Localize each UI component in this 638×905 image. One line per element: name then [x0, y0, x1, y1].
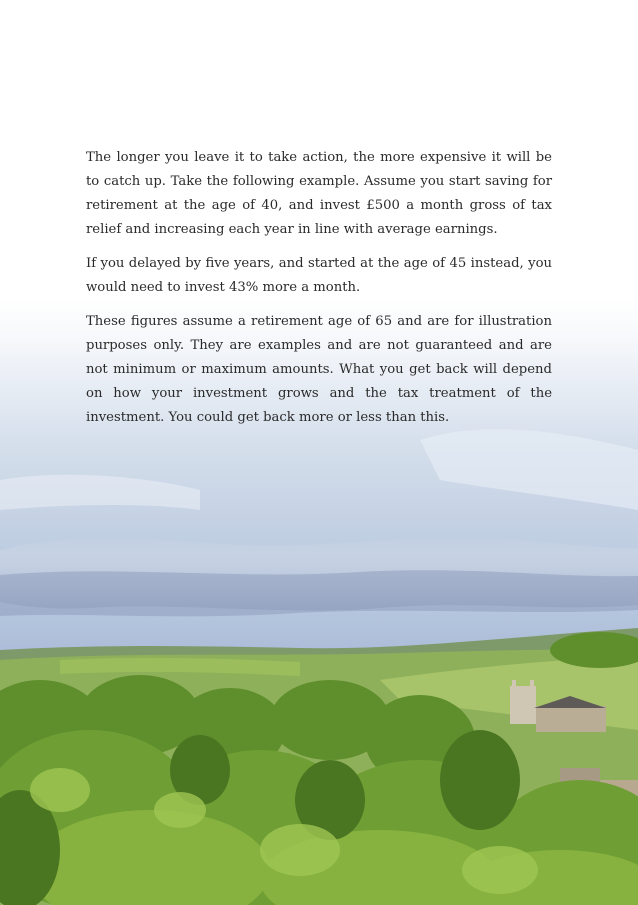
body-text [86, 146, 552, 440]
paragraph-catch-up: The longer you leave it to take action, the more expensive it will be to catch up. Take the following example. Assume you start saving for retirement at the age of 40, and invest £500 a month gross of tax relief and increasing each year in line with average earnings. [86, 150, 552, 237]
paragraph-disclaimer: These figures assume a retirement age of 65 and are for illustration purposes only. They are examples and are not guaranteed and are not minimum or maximum amounts. What you get back will depend on how your investment grows and the tax treatment of the investment. You could get back more or less than this. [86, 314, 552, 425]
paragraph-delay: If you delayed by five years, and started at the age of 45 instead, you would need to invest 43% more a month. [86, 256, 552, 295]
countryside-landscape [0, 620, 638, 905]
